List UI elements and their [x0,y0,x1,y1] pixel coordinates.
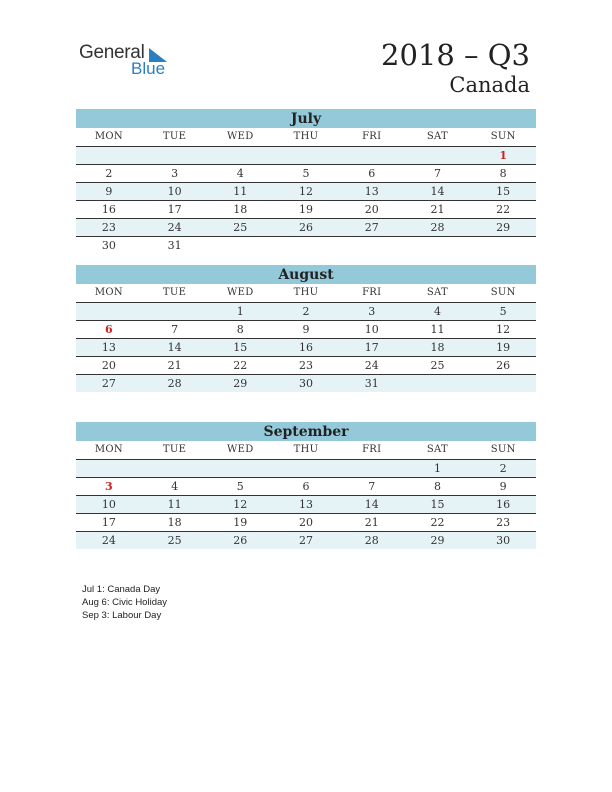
week-row [76,237,536,254]
week-row [76,478,536,496]
weekday-label: THU [293,444,319,455]
day-cell [76,303,142,320]
day-cell: 14 [167,341,182,354]
day-cell: 21 [364,516,379,529]
day-cell: 22 [496,203,511,216]
day-cell: 31 [364,377,379,390]
day-cell: 29 [430,534,445,547]
day-cell: 31 [167,239,182,252]
day-cell: 20 [299,516,314,529]
day-cell: 8 [499,167,507,180]
day-cell: 13 [364,185,379,198]
weekday-label: FRI [362,287,382,298]
weekday-label: WED [227,287,254,298]
weekday-label: FRI [362,131,382,142]
day-cell: 18 [430,341,445,354]
month-header: August [76,265,536,284]
weekday-label: TUE [162,287,187,298]
day-cell: 8 [236,323,244,336]
day-cell: 7 [368,480,376,493]
week-row [76,339,536,357]
day-cell: 22 [430,516,445,529]
weekday-label: MON [94,444,123,455]
day-cell: 9 [302,323,310,336]
day-cell [339,237,405,254]
weekday-label: FRI [362,444,382,455]
weekday-header-row [76,128,536,147]
day-cell: 27 [299,534,314,547]
weekday-label: WED [227,131,254,142]
day-cell: 30 [299,377,314,390]
day-cell: 25 [233,221,248,234]
day-cell: 4 [236,167,244,180]
day-cell [207,237,273,254]
day-cell: 20 [101,359,116,372]
day-cell: 12 [299,185,314,198]
logo-blue-text: Blue [131,59,166,78]
weekday-label: THU [293,131,319,142]
week-row [76,183,536,201]
day-cell: 10 [101,498,116,511]
day-cell [76,147,142,164]
week-row [76,321,536,339]
weekday-label: SAT [426,287,448,298]
day-cell: 16 [299,341,314,354]
week-row [76,201,536,219]
day-cell: 16 [496,498,511,511]
day-cell: 14 [364,498,379,511]
day-cell: 24 [167,221,182,234]
day-cell: 2 [302,305,310,318]
day-cell: 9 [499,480,507,493]
week-row [76,532,536,549]
day-cell: 27 [101,377,116,390]
weekday-label: SUN [490,444,516,455]
day-cell: 4 [171,480,179,493]
day-cell: 6 [368,167,376,180]
day-cell [405,147,471,164]
day-cell: 5 [236,480,244,493]
day-cell [142,147,208,164]
week-row [76,496,536,514]
day-cell: 17 [364,341,379,354]
day-cell: 4 [433,305,441,318]
day-cell: 25 [167,534,182,547]
day-cell: 24 [364,359,379,372]
day-cell: 25 [430,359,445,372]
weekday-label: TUE [162,131,187,142]
day-cell: 3 [368,305,376,318]
day-cell: 16 [101,203,116,216]
day-cell [273,237,339,254]
month-calendar-september [76,422,536,549]
holiday-notes [82,583,167,622]
day-cell: 21 [430,203,445,216]
day-cell: 8 [433,480,441,493]
day-cell: 12 [233,498,248,511]
weekday-label: SAT [426,444,448,455]
month-calendar-august [76,265,536,392]
day-cell: 19 [496,341,511,354]
day-cell: 3 [105,480,113,493]
day-cell: 11 [430,323,445,336]
day-cell: 5 [302,167,310,180]
day-cell: 6 [105,323,113,336]
day-cell [405,375,471,392]
day-cell: 17 [167,203,182,216]
day-cell: 26 [299,221,314,234]
day-cell: 7 [171,323,179,336]
day-cell [339,147,405,164]
day-cell: 18 [233,203,248,216]
weekday-label: SUN [490,287,516,298]
week-row [76,460,536,478]
month-header: September [76,422,536,441]
day-cell: 2 [499,462,507,475]
holiday-note: Aug 6: Civic Holiday [82,597,168,608]
day-cell [142,303,208,320]
day-cell: 19 [233,516,248,529]
month-calendar-july [76,109,536,254]
week-row [76,357,536,375]
day-cell [339,460,405,477]
weekday-label: THU [293,287,319,298]
day-cell: 11 [167,498,182,511]
day-cell: 28 [364,534,379,547]
day-cell: 1 [433,462,441,475]
day-cell: 22 [233,359,248,372]
day-cell [470,375,536,392]
weekday-label: MON [94,131,123,142]
day-cell: 10 [167,185,182,198]
month-header: July [76,109,536,128]
day-cell: 17 [101,516,116,529]
day-cell: 27 [364,221,379,234]
day-cell [273,147,339,164]
logo [79,42,179,82]
day-cell: 19 [299,203,314,216]
day-cell: 26 [496,359,511,372]
holiday-note: Sep 3: Labour Day [82,610,162,621]
day-cell: 13 [299,498,314,511]
weekday-header-row [76,441,536,460]
day-cell [76,460,142,477]
day-cell: 30 [101,239,116,252]
week-row [76,147,536,165]
day-cell: 13 [101,341,116,354]
day-cell: 30 [496,534,511,547]
week-row [76,375,536,392]
day-cell [142,460,208,477]
day-cell: 9 [105,185,113,198]
day-cell: 24 [101,534,116,547]
day-cell: 23 [101,221,116,234]
day-cell [470,237,536,254]
day-cell: 10 [364,323,379,336]
weekday-label: SUN [490,131,516,142]
day-cell: 7 [433,167,441,180]
day-cell: 28 [167,377,182,390]
day-cell: 20 [364,203,379,216]
page-title: 2018 – Q3 [381,38,530,72]
weekday-header-row [76,284,536,303]
day-cell: 14 [430,185,445,198]
week-row [76,165,536,183]
day-cell: 26 [233,534,248,547]
day-cell: 29 [496,221,511,234]
day-cell [207,460,273,477]
day-cell: 21 [167,359,182,372]
day-cell: 3 [171,167,179,180]
country-name: Canada [449,73,530,97]
day-cell: 1 [499,149,507,162]
week-row [76,219,536,237]
weekday-label: SAT [426,131,448,142]
day-cell: 6 [302,480,310,493]
weekday-label: WED [227,444,254,455]
weekday-label: TUE [162,444,187,455]
day-cell [207,147,273,164]
day-cell [405,237,471,254]
weekday-label: MON [94,287,123,298]
day-cell: 28 [430,221,445,234]
day-cell: 1 [236,305,244,318]
day-cell: 2 [105,167,113,180]
day-cell: 29 [233,377,248,390]
day-cell: 23 [496,516,511,529]
week-row [76,303,536,321]
day-cell: 12 [496,323,511,336]
week-row [76,514,536,532]
day-cell: 15 [496,185,511,198]
holiday-note: Jul 1: Canada Day [82,584,161,595]
day-cell: 5 [499,305,507,318]
day-cell: 15 [233,341,248,354]
day-cell: 18 [167,516,182,529]
day-cell [273,460,339,477]
logo-general-text: General [79,42,145,63]
day-cell: 15 [430,498,445,511]
day-cell: 11 [233,185,248,198]
day-cell: 23 [299,359,314,372]
